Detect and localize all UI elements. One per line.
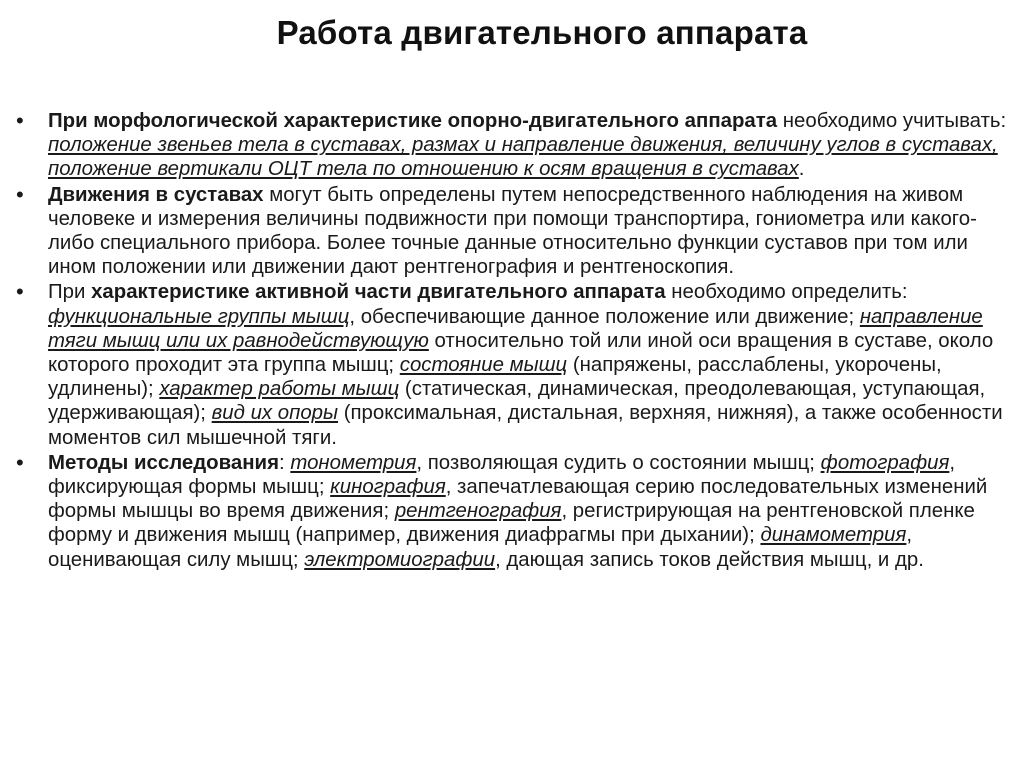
- text-segment: вид их опоры: [211, 402, 339, 425]
- bullet-dot: •: [16, 181, 24, 207]
- text-segment: (напряжены, расслаблены, укорочены, удлинены);: [48, 354, 942, 401]
- text-segment: , дающая запись токов действия мышц, и др.: [495, 548, 924, 571]
- item-text: [48, 110, 1006, 180]
- text-segment: , фиксирующая формы мышц;: [48, 451, 956, 499]
- text-segment: Движения в суставах: [48, 183, 264, 206]
- item-text: [48, 452, 987, 571]
- item-text: [48, 184, 977, 279]
- text-segment: При: [48, 281, 92, 304]
- item-text: [48, 281, 1003, 448]
- text-segment: (проксимальная, дистальная, верхняя, нижняя), а также особенности моментов сил мышечной тяги.: [48, 402, 1003, 449]
- text-segment: При морфологической характеристике опорно-двигательного аппарата: [48, 110, 778, 132]
- text-segment: электромиографии: [304, 548, 496, 571]
- bullet-item: [14, 183, 1014, 280]
- bullet-item: [14, 109, 1014, 182]
- text-segment: .: [798, 158, 805, 181]
- text-segment: состояние мышц: [399, 354, 568, 377]
- text-segment: могут быть определены путем непосредственного наблюдения на живом человеке и измерения величины подвижности при помощи транспортира, гониометра или какого-либо специального прибора. Более точные данные относительно функции суставов при том или ином положении или движении дают рентгенография и рентгеноскопия.: [48, 183, 977, 279]
- text-segment: :: [278, 451, 291, 474]
- text-segment: характеристике активной части двигательного аппарата: [91, 281, 666, 304]
- text-segment: характер работы мышц: [159, 378, 400, 401]
- text-segment: тонометрия: [290, 451, 417, 474]
- text-segment: динамометрия: [760, 524, 907, 547]
- slide-title: Работа двигательного аппарата: [276, 14, 808, 51]
- text-segment: , регистрирующая на рентгеновской пленке форму и движения мышц (например, движения диафрагмы при дыхании);: [48, 500, 975, 547]
- text-segment: положение звеньев тела в суставах, размах и направление движения, величину углов в суставах, положение вертикали ОЦТ тела по отношению к осям вращения в суставах: [48, 134, 998, 181]
- bullet-item: [14, 451, 1014, 572]
- text-segment: функциональные группы мышц: [48, 305, 350, 328]
- text-segment: (статическая, динамическая, преодолевающая, уступающая, удерживающая);: [48, 378, 986, 425]
- text-segment: направление тяги мышц или их равнодействующую: [48, 305, 983, 352]
- text-segment: , позволяющая судить о состоянии мышц;: [416, 451, 821, 474]
- text-segment: кинография: [330, 476, 446, 499]
- text-segment: Методы исследования: [48, 451, 279, 474]
- bullet-dot: •: [16, 449, 24, 475]
- text-segment: фотография: [820, 451, 950, 474]
- text-segment: , обеспечивающие данное положение или движение;: [349, 305, 860, 328]
- text-segment: необходимо учитывать:: [777, 110, 1007, 132]
- text-segment: , запечатлевающая серию последовательных изменений формы мышцы во время движения;: [48, 476, 988, 523]
- text-segment: необходимо определить:: [665, 281, 908, 304]
- bullet-dot: •: [16, 279, 24, 305]
- bullet-list: [14, 109, 1014, 573]
- text-segment: рентгенография: [394, 500, 562, 523]
- bullet-dot: •: [16, 108, 24, 133]
- bullet-item: [14, 280, 1014, 449]
- text-segment: относительно той или иной оси вращения в суставе, около которого проходит эта группа мышц;: [48, 329, 994, 377]
- text-segment: , оценивающая силу мышц;: [48, 524, 913, 571]
